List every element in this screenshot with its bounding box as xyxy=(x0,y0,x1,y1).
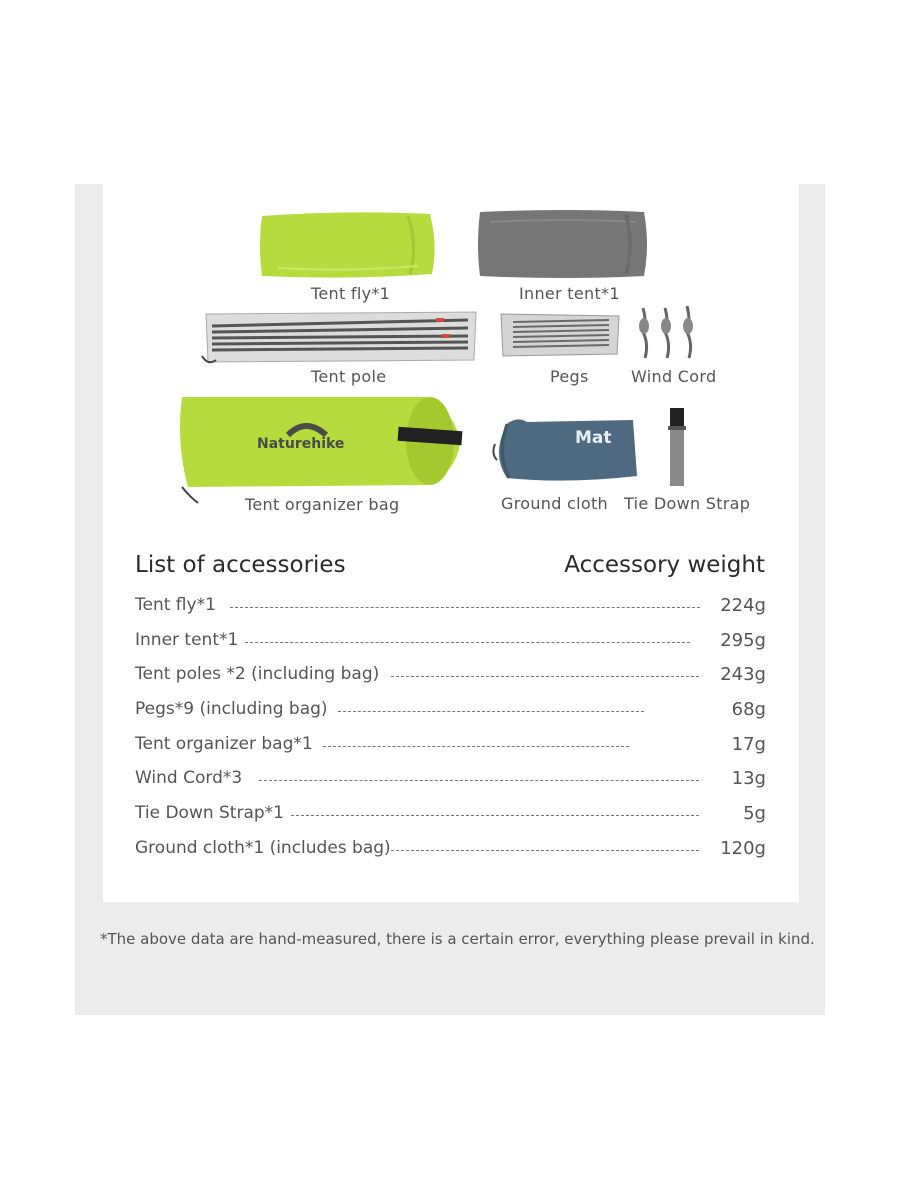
naturehike-logo-text: Naturehike xyxy=(257,436,345,452)
tie-down-strap-image xyxy=(664,406,690,490)
pegs-caption: Pegs xyxy=(550,367,589,386)
table-row xyxy=(135,803,766,827)
row-item: Tent fly*1 xyxy=(135,595,216,615)
inner-tent-caption: Inner tent*1 xyxy=(519,284,620,303)
row-leader xyxy=(291,815,699,816)
row-leader xyxy=(391,850,699,851)
wind-cord-caption: Wind Cord xyxy=(631,367,717,386)
row-weight: 295g xyxy=(720,630,766,651)
table-row xyxy=(135,595,766,619)
tent-fly-caption: Tent fly*1 xyxy=(311,284,391,303)
row-leader xyxy=(245,642,690,643)
row-leader xyxy=(259,780,699,781)
pegs-image xyxy=(499,312,623,362)
row-item: Ground cloth*1 (includes bag) xyxy=(135,838,391,858)
table-row xyxy=(135,664,766,688)
table-row xyxy=(135,699,766,723)
ground-cloth-caption: Ground cloth xyxy=(501,494,608,513)
tent-fly-image xyxy=(258,210,438,280)
footnote: *The above data are hand-measured, there is a certain error, everything please prevail in kind. xyxy=(100,930,815,948)
row-leader xyxy=(338,711,644,712)
row-leader xyxy=(323,746,629,747)
row-item: Wind Cord*3 xyxy=(135,768,243,788)
row-item: Pegs*9 (including bag) xyxy=(135,699,328,719)
row-weight: 68g xyxy=(731,699,766,720)
row-leader xyxy=(391,676,699,677)
accessory-weight-header: Accessory weight xyxy=(564,552,765,578)
row-leader xyxy=(230,607,700,608)
row-weight: 120g xyxy=(720,838,766,859)
organizer-bag-caption: Tent organizer bag xyxy=(245,495,400,514)
row-weight: 13g xyxy=(731,768,766,789)
table-row xyxy=(135,734,766,758)
row-weight: 5g xyxy=(743,803,766,824)
tent-pole-image xyxy=(198,308,480,368)
table-row xyxy=(135,768,766,792)
row-weight: 224g xyxy=(720,595,766,616)
inner-tent-image xyxy=(476,210,650,280)
row-weight: 243g xyxy=(720,664,766,685)
tent-pole-caption: Tent pole xyxy=(311,367,387,386)
tie-down-strap-caption: Tie Down Strap xyxy=(624,494,751,513)
ground-cloth-image xyxy=(487,414,639,484)
table-row xyxy=(135,838,766,862)
mat-logo-text: Mat xyxy=(575,428,612,448)
row-item: Tent organizer bag*1 xyxy=(135,734,313,754)
row-weight: 17g xyxy=(731,734,766,755)
row-item: Inner tent*1 xyxy=(135,630,239,650)
table-row xyxy=(135,630,766,654)
accessories-list-header: List of accessories xyxy=(135,552,346,578)
wind-cord-image xyxy=(635,302,699,360)
row-item: Tent poles *2 (including bag) xyxy=(135,664,380,684)
content-card xyxy=(103,184,799,902)
row-item: Tie Down Strap*1 xyxy=(135,803,284,823)
